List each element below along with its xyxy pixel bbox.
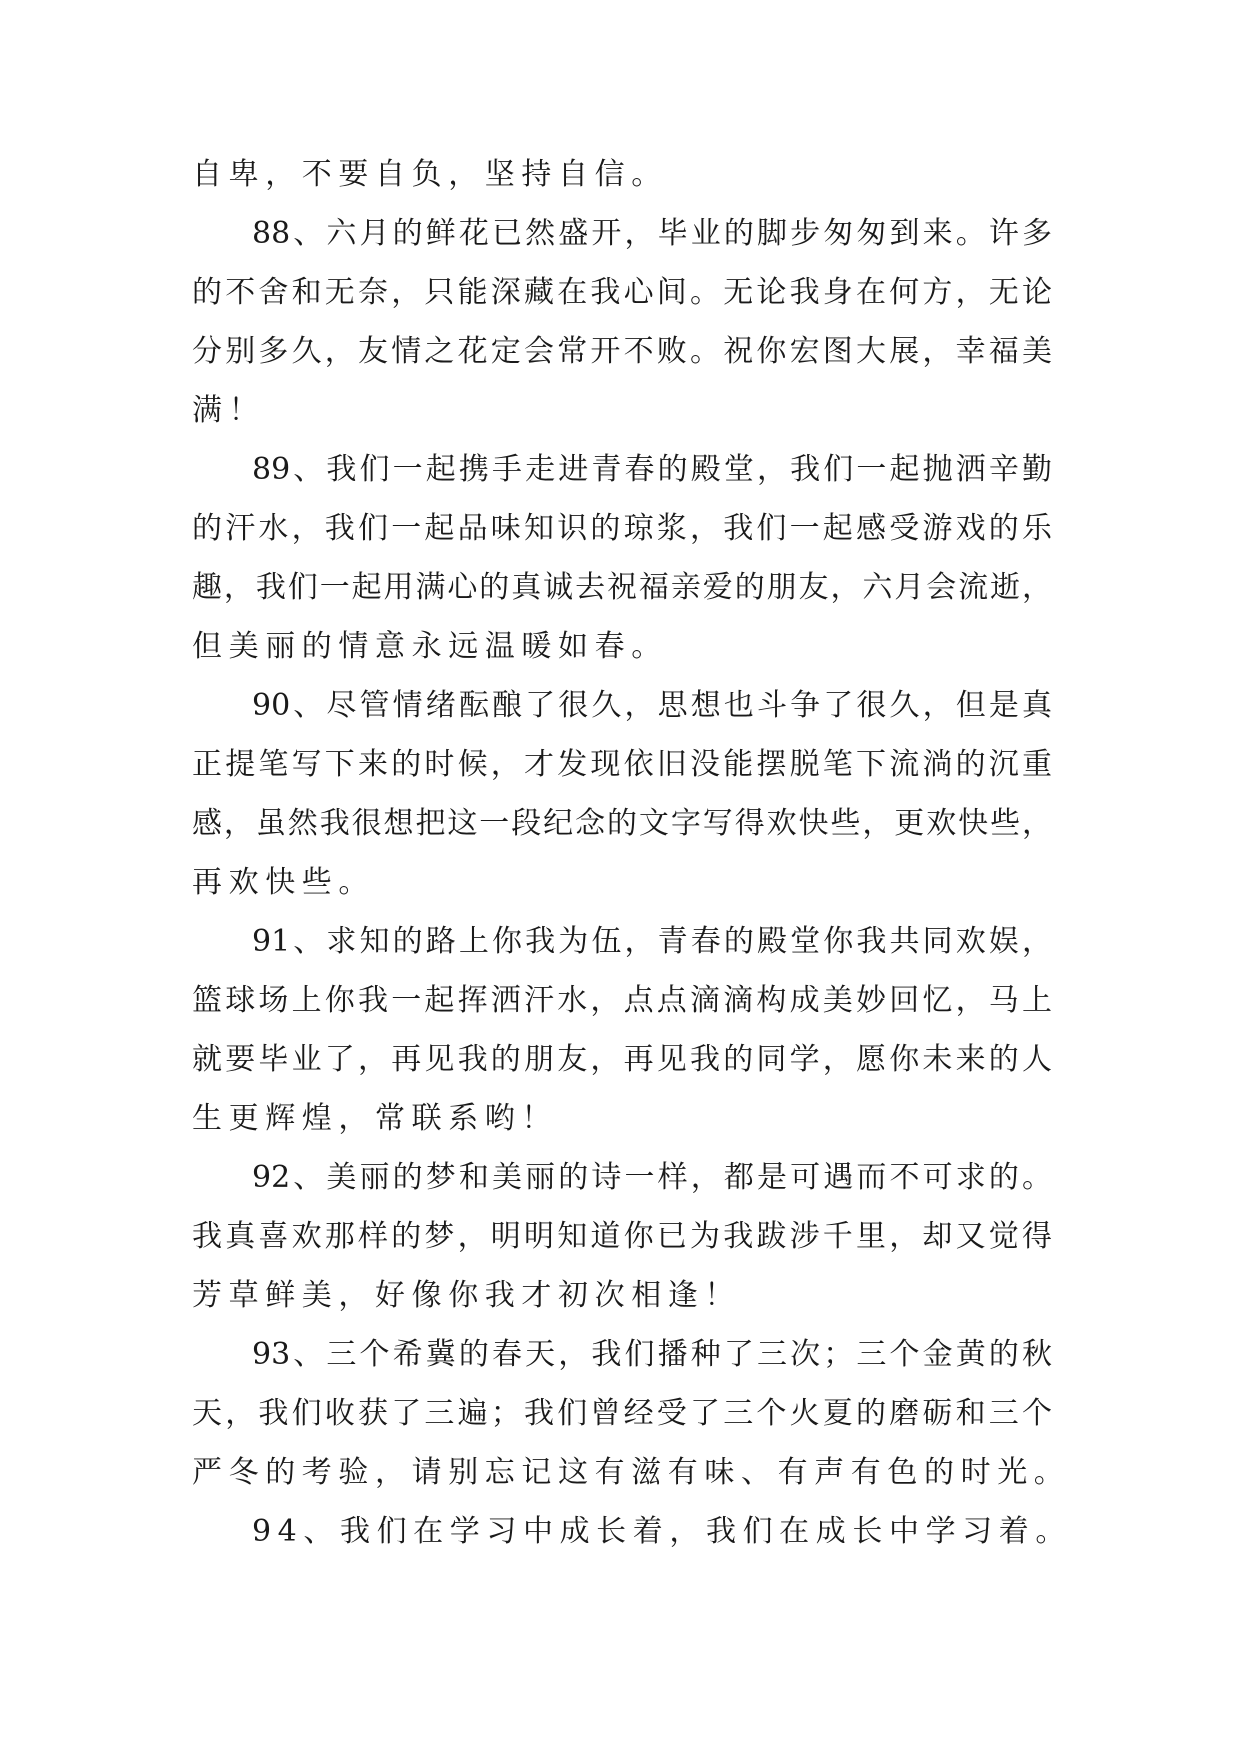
paragraph-87-line-1: 自卑，不要自负，坚持自信。: [192, 157, 668, 192]
paragraph-90-line-3: 感，虽然我很想把这一段纪念的文字写得欢快些，更欢快些，: [192, 806, 1052, 841]
paragraph-89-line-2: 的汗水，我们一起品味知识的琼浆，我们一起感受游戏的乐: [192, 511, 1052, 546]
paragraph-91-line-3: 就要毕业了，再见我的朋友，再见我的同学，愿你未来的人: [192, 1042, 1052, 1077]
paragraph-90-line-2: 正提笔写下来的时候，才发现依旧没能摆脱笔下流淌的沉重: [192, 747, 1052, 782]
paragraph-93-line-2: 天，我们收获了三遍；我们曾经受了三个火夏的磨砺和三个: [192, 1396, 1052, 1431]
paragraph-88-line-2: 的不舍和无奈，只能深藏在我心间。无论我身在何方，无论: [192, 275, 1052, 310]
paragraph-92-line-2: 我真喜欢那样的梦，明明知道你已为我跋涉千里，却又觉得: [192, 1219, 1052, 1254]
paragraph-92-line-3: 芳草鲜美，好像你我才初次相逢！: [192, 1278, 741, 1313]
paragraph-91-line-1: 91、求知的路上你我为伍，青春的殿堂你我共同欢娱，: [252, 924, 1052, 959]
paragraph-91-line-2: 篮球场上你我一起挥洒汗水，点点滴滴构成美妙回忆，马上: [192, 983, 1052, 1018]
paragraph-89-line-4: 但美丽的情意永远温暖如春。: [192, 629, 668, 664]
paragraph-93-line-1: 93、三个希冀的春天，我们播种了三次；三个金黄的秋: [252, 1337, 1052, 1372]
paragraph-89-line-1: 89、我们一起携手走进青春的殿堂，我们一起抛洒辛勤: [252, 452, 1052, 487]
paragraph-92-line-1: 92、美丽的梦和美丽的诗一样，都是可遇而不可求的。: [252, 1160, 1052, 1195]
paragraph-94-line-1: 94、我们在学习中成长着，我们在成长中学习着。: [252, 1514, 1072, 1549]
paragraph-88-line-1: 88、六月的鲜花已然盛开，毕业的脚步匆匆到来。许多: [252, 216, 1052, 251]
body-text: [192, 156, 1072, 1572]
paragraph-88-line-4: 满！: [192, 393, 266, 428]
paragraph-88-line-3: 分别多久，友情之花定会常开不败。祝你宏图大展，幸福美: [192, 334, 1052, 369]
paragraph-91-line-4: 生更辉煌，常联系哟！: [192, 1101, 558, 1136]
paragraph-90-line-4: 再欢快些。: [192, 865, 375, 900]
paragraph-89-line-3: 趣，我们一起用满心的真诚去祝福亲爱的朋友，六月会流逝，: [192, 570, 1052, 605]
paragraph-90-line-1: 90、尽管情绪酝酿了很久，思想也斗争了很久，但是真: [252, 688, 1052, 723]
paragraph-93-line-3: 严冬的考验，请别忘记这有滋有味、有声有色的时光。: [192, 1455, 1071, 1490]
